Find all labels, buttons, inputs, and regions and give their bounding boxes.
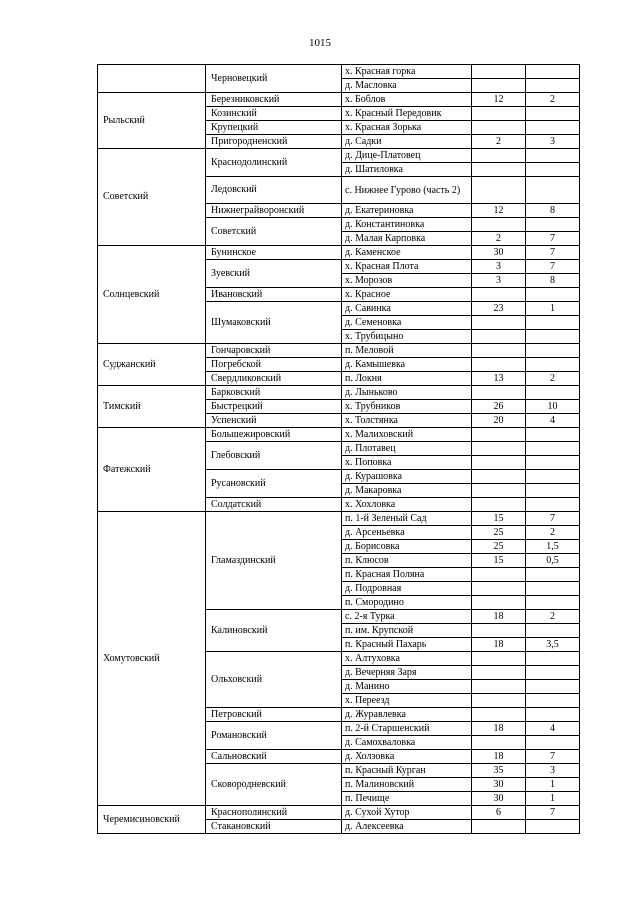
value-cell-1 [472,694,526,708]
value-cell-2 [526,708,580,722]
value-cell-1: 2 [472,232,526,246]
value-cell-1: 15 [472,512,526,526]
municipality-cell: Барковский [206,386,342,400]
value-cell-2: 1,5 [526,540,580,554]
settlements-table [97,64,580,834]
value-cell-2 [526,498,580,512]
value-cell-2 [526,386,580,400]
value-cell-2 [526,288,580,302]
value-cell-1 [472,456,526,470]
municipality-cell: Гончаровский [206,344,342,358]
value-cell-2 [526,121,580,135]
value-cell-1 [472,149,526,163]
value-cell-1 [472,288,526,302]
value-cell-2 [526,582,580,596]
municipality-cell: Крупецкий [206,121,342,135]
value-cell-1: 30 [472,778,526,792]
value-cell-1: 15 [472,554,526,568]
value-cell-1: 20 [472,414,526,428]
value-cell-1: 35 [472,764,526,778]
municipality-cell: Сковородневский [206,764,342,806]
table-row [98,93,580,107]
settlement-cell: х. Малиховский [342,428,472,442]
value-cell-1: 3 [472,260,526,274]
value-cell-1: 3 [472,274,526,288]
district-cell: Рыльский [98,93,206,149]
value-cell-2: 2 [526,93,580,107]
value-cell-1 [472,386,526,400]
municipality-cell: Березниковский [206,93,342,107]
table-row [98,149,580,163]
value-cell-2: 7 [526,232,580,246]
value-cell-1 [472,358,526,372]
value-cell-1 [472,177,526,204]
settlement-cell: д. Каменское [342,246,472,260]
table-row [98,806,580,820]
value-cell-2: 1 [526,792,580,806]
value-cell-1 [472,470,526,484]
settlement-cell: д. Шатиловка [342,163,472,177]
settlement-cell: п. Малиновский [342,778,472,792]
value-cell-2: 3 [526,764,580,778]
value-cell-2 [526,428,580,442]
value-cell-2 [526,344,580,358]
value-cell-2 [526,596,580,610]
value-cell-2 [526,107,580,121]
value-cell-1: 13 [472,372,526,386]
value-cell-2 [526,666,580,680]
settlement-cell: д. Масловка [342,79,472,93]
value-cell-1: 30 [472,246,526,260]
value-cell-1 [472,708,526,722]
district-cell: Черемисиновский [98,806,206,834]
municipality-cell: Шумаковский [206,302,342,344]
settlement-cell: п. Печище [342,792,472,806]
value-cell-1 [472,121,526,135]
settlement-cell: д. Плотавец [342,442,472,456]
settlement-cell: х. Трубицыно [342,330,472,344]
settlement-cell: д. Манино [342,680,472,694]
settlement-cell: д. Курашовка [342,470,472,484]
value-cell-2: 0,5 [526,554,580,568]
value-cell-2 [526,163,580,177]
settlement-cell: п. Красный Пахарь [342,638,472,652]
value-cell-1 [472,218,526,232]
settlement-cell: д. Борисовка [342,540,472,554]
municipality-cell: Черновецкий [206,65,342,93]
settlements-table-body [98,65,580,834]
settlement-cell: п. 1-й Зеленый Сад [342,512,472,526]
settlement-cell: х. Трубников [342,400,472,414]
value-cell-2: 3,5 [526,638,580,652]
value-cell-2: 4 [526,722,580,736]
value-cell-2: 7 [526,806,580,820]
value-cell-2: 2 [526,526,580,540]
value-cell-1 [472,344,526,358]
settlement-cell: д. Савинка [342,302,472,316]
value-cell-1: 12 [472,93,526,107]
value-cell-2 [526,65,580,79]
district-cell: Тимский [98,386,206,428]
value-cell-1 [472,736,526,750]
settlement-cell: х. Боблов [342,93,472,107]
value-cell-1: 18 [472,610,526,624]
settlement-cell: с. 2-я Турка [342,610,472,624]
value-cell-1 [472,568,526,582]
settlement-cell: д. Екатериновка [342,204,472,218]
municipality-cell: Стакановский [206,820,342,834]
settlement-cell: д. Алексеевка [342,820,472,834]
municipality-cell: Зуевский [206,260,342,288]
district-cell: Советский [98,149,206,246]
value-cell-2 [526,484,580,498]
value-cell-2: 7 [526,260,580,274]
value-cell-2 [526,736,580,750]
table-row [98,512,580,526]
settlement-cell: х. Красная Зорька [342,121,472,135]
municipality-cell: Гламаздинский [206,512,342,610]
value-cell-2 [526,680,580,694]
value-cell-1 [472,596,526,610]
municipality-cell: Успенский [206,414,342,428]
settlement-cell: д. Константиновка [342,218,472,232]
settlement-cell: х. Поповка [342,456,472,470]
municipality-cell: Краснодолинский [206,149,342,177]
value-cell-1 [472,680,526,694]
value-cell-1 [472,330,526,344]
municipality-cell: Калиновский [206,610,342,652]
settlement-cell: п. им. Крупской [342,624,472,638]
settlement-cell: д. Дице-Платовец [342,149,472,163]
district-cell: Суджанский [98,344,206,386]
value-cell-1 [472,652,526,666]
municipality-cell: Свердликовский [206,372,342,386]
settlement-cell: х. Хохловка [342,498,472,512]
value-cell-2: 4 [526,414,580,428]
value-cell-2: 3 [526,135,580,149]
value-cell-1 [472,428,526,442]
settlement-cell: д. Арсеньевка [342,526,472,540]
settlement-cell: п. Клюсов [342,554,472,568]
value-cell-1 [472,484,526,498]
settlement-cell: с. Нижнее Гурово (часть 2) [342,177,472,204]
settlement-cell: х. Переезд [342,694,472,708]
municipality-cell: Ледовский [206,177,342,204]
district-cell: Солнцевский [98,246,206,344]
settlement-cell: х. Алтуховка [342,652,472,666]
value-cell-2 [526,177,580,204]
value-cell-1 [472,582,526,596]
municipality-cell: Пригородненский [206,135,342,149]
municipality-cell: Ивановский [206,288,342,302]
value-cell-2 [526,820,580,834]
value-cell-1: 23 [472,302,526,316]
municipality-cell: Бунинское [206,246,342,260]
value-cell-1: 18 [472,638,526,652]
value-cell-2: 1 [526,778,580,792]
settlement-cell: д. Малая Карповка [342,232,472,246]
value-cell-1 [472,107,526,121]
value-cell-2: 7 [526,512,580,526]
value-cell-2 [526,624,580,638]
value-cell-1 [472,79,526,93]
value-cell-1: 26 [472,400,526,414]
settlement-cell: д. Журавлевка [342,708,472,722]
value-cell-1 [472,666,526,680]
value-cell-2 [526,316,580,330]
table-row [98,344,580,358]
municipality-cell: Погребской [206,358,342,372]
value-cell-2: 2 [526,372,580,386]
value-cell-1: 25 [472,540,526,554]
value-cell-1: 12 [472,204,526,218]
municipality-cell: Краснополянский [206,806,342,820]
municipality-cell: Большежировский [206,428,342,442]
value-cell-2: 8 [526,274,580,288]
value-cell-1 [472,163,526,177]
value-cell-1: 30 [472,792,526,806]
value-cell-1: 2 [472,135,526,149]
settlement-cell: х. Красный Передовик [342,107,472,121]
value-cell-2 [526,330,580,344]
municipality-cell: Глебовский [206,442,342,470]
value-cell-2: 7 [526,750,580,764]
value-cell-1 [472,442,526,456]
settlement-cell: х. Морозов [342,274,472,288]
value-cell-1: 18 [472,722,526,736]
table-row [98,428,580,442]
municipality-cell: Романовский [206,722,342,750]
municipality-cell: Солдатский [206,498,342,512]
settlement-cell: п. Локня [342,372,472,386]
settlement-cell: х. Красное [342,288,472,302]
value-cell-1 [472,65,526,79]
settlement-cell: х. Красная горка [342,65,472,79]
table-row [98,386,580,400]
value-cell-2 [526,568,580,582]
district-cell [98,65,206,93]
value-cell-2: 1 [526,302,580,316]
settlement-cell: х. Толстянка [342,414,472,428]
settlement-cell: п. Меловой [342,344,472,358]
municipality-cell: Нижнеграйворонский [206,204,342,218]
settlement-cell: д. Садки [342,135,472,149]
district-cell: Хомутовский [98,512,206,806]
value-cell-2: 2 [526,610,580,624]
municipality-cell: Русановский [206,470,342,498]
value-cell-2: 8 [526,204,580,218]
value-cell-2 [526,358,580,372]
settlement-cell: п. 2-й Старшенский [342,722,472,736]
settlement-cell: д. Камышевка [342,358,472,372]
settlement-cell: п. Красный Курган [342,764,472,778]
municipality-cell: Быстрецкий [206,400,342,414]
value-cell-1 [472,820,526,834]
value-cell-1 [472,624,526,638]
value-cell-1 [472,498,526,512]
value-cell-2 [526,470,580,484]
value-cell-2 [526,456,580,470]
settlement-cell: д. Макаровка [342,484,472,498]
settlement-cell: д. Семеновка [342,316,472,330]
table-row [98,246,580,260]
settlement-cell: п. Смородино [342,596,472,610]
page-number: 1015 [309,37,331,49]
value-cell-2 [526,79,580,93]
municipality-cell: Советский [206,218,342,246]
value-cell-1: 18 [472,750,526,764]
municipality-cell: Сальновский [206,750,342,764]
value-cell-2 [526,652,580,666]
value-cell-2: 10 [526,400,580,414]
value-cell-1: 25 [472,526,526,540]
municipality-cell: Козинский [206,107,342,121]
district-cell: Фатежский [98,428,206,512]
settlement-cell: д. Подровная [342,582,472,596]
value-cell-1 [472,316,526,330]
settlement-cell: д. Лыньково [342,386,472,400]
value-cell-2 [526,694,580,708]
settlement-cell: п. Красная Поляна [342,568,472,582]
table-row [98,65,580,79]
value-cell-1: 6 [472,806,526,820]
value-cell-2: 7 [526,246,580,260]
settlement-cell: д. Самохваловка [342,736,472,750]
value-cell-2 [526,442,580,456]
settlement-cell: х. Красная Плота [342,260,472,274]
settlement-cell: д. Сухой Хутор [342,806,472,820]
settlement-cell: д. Вечерняя Заря [342,666,472,680]
settlement-cell: д. Холзовка [342,750,472,764]
municipality-cell: Петровский [206,708,342,722]
value-cell-2 [526,218,580,232]
value-cell-2 [526,149,580,163]
municipality-cell: Ольховский [206,652,342,708]
